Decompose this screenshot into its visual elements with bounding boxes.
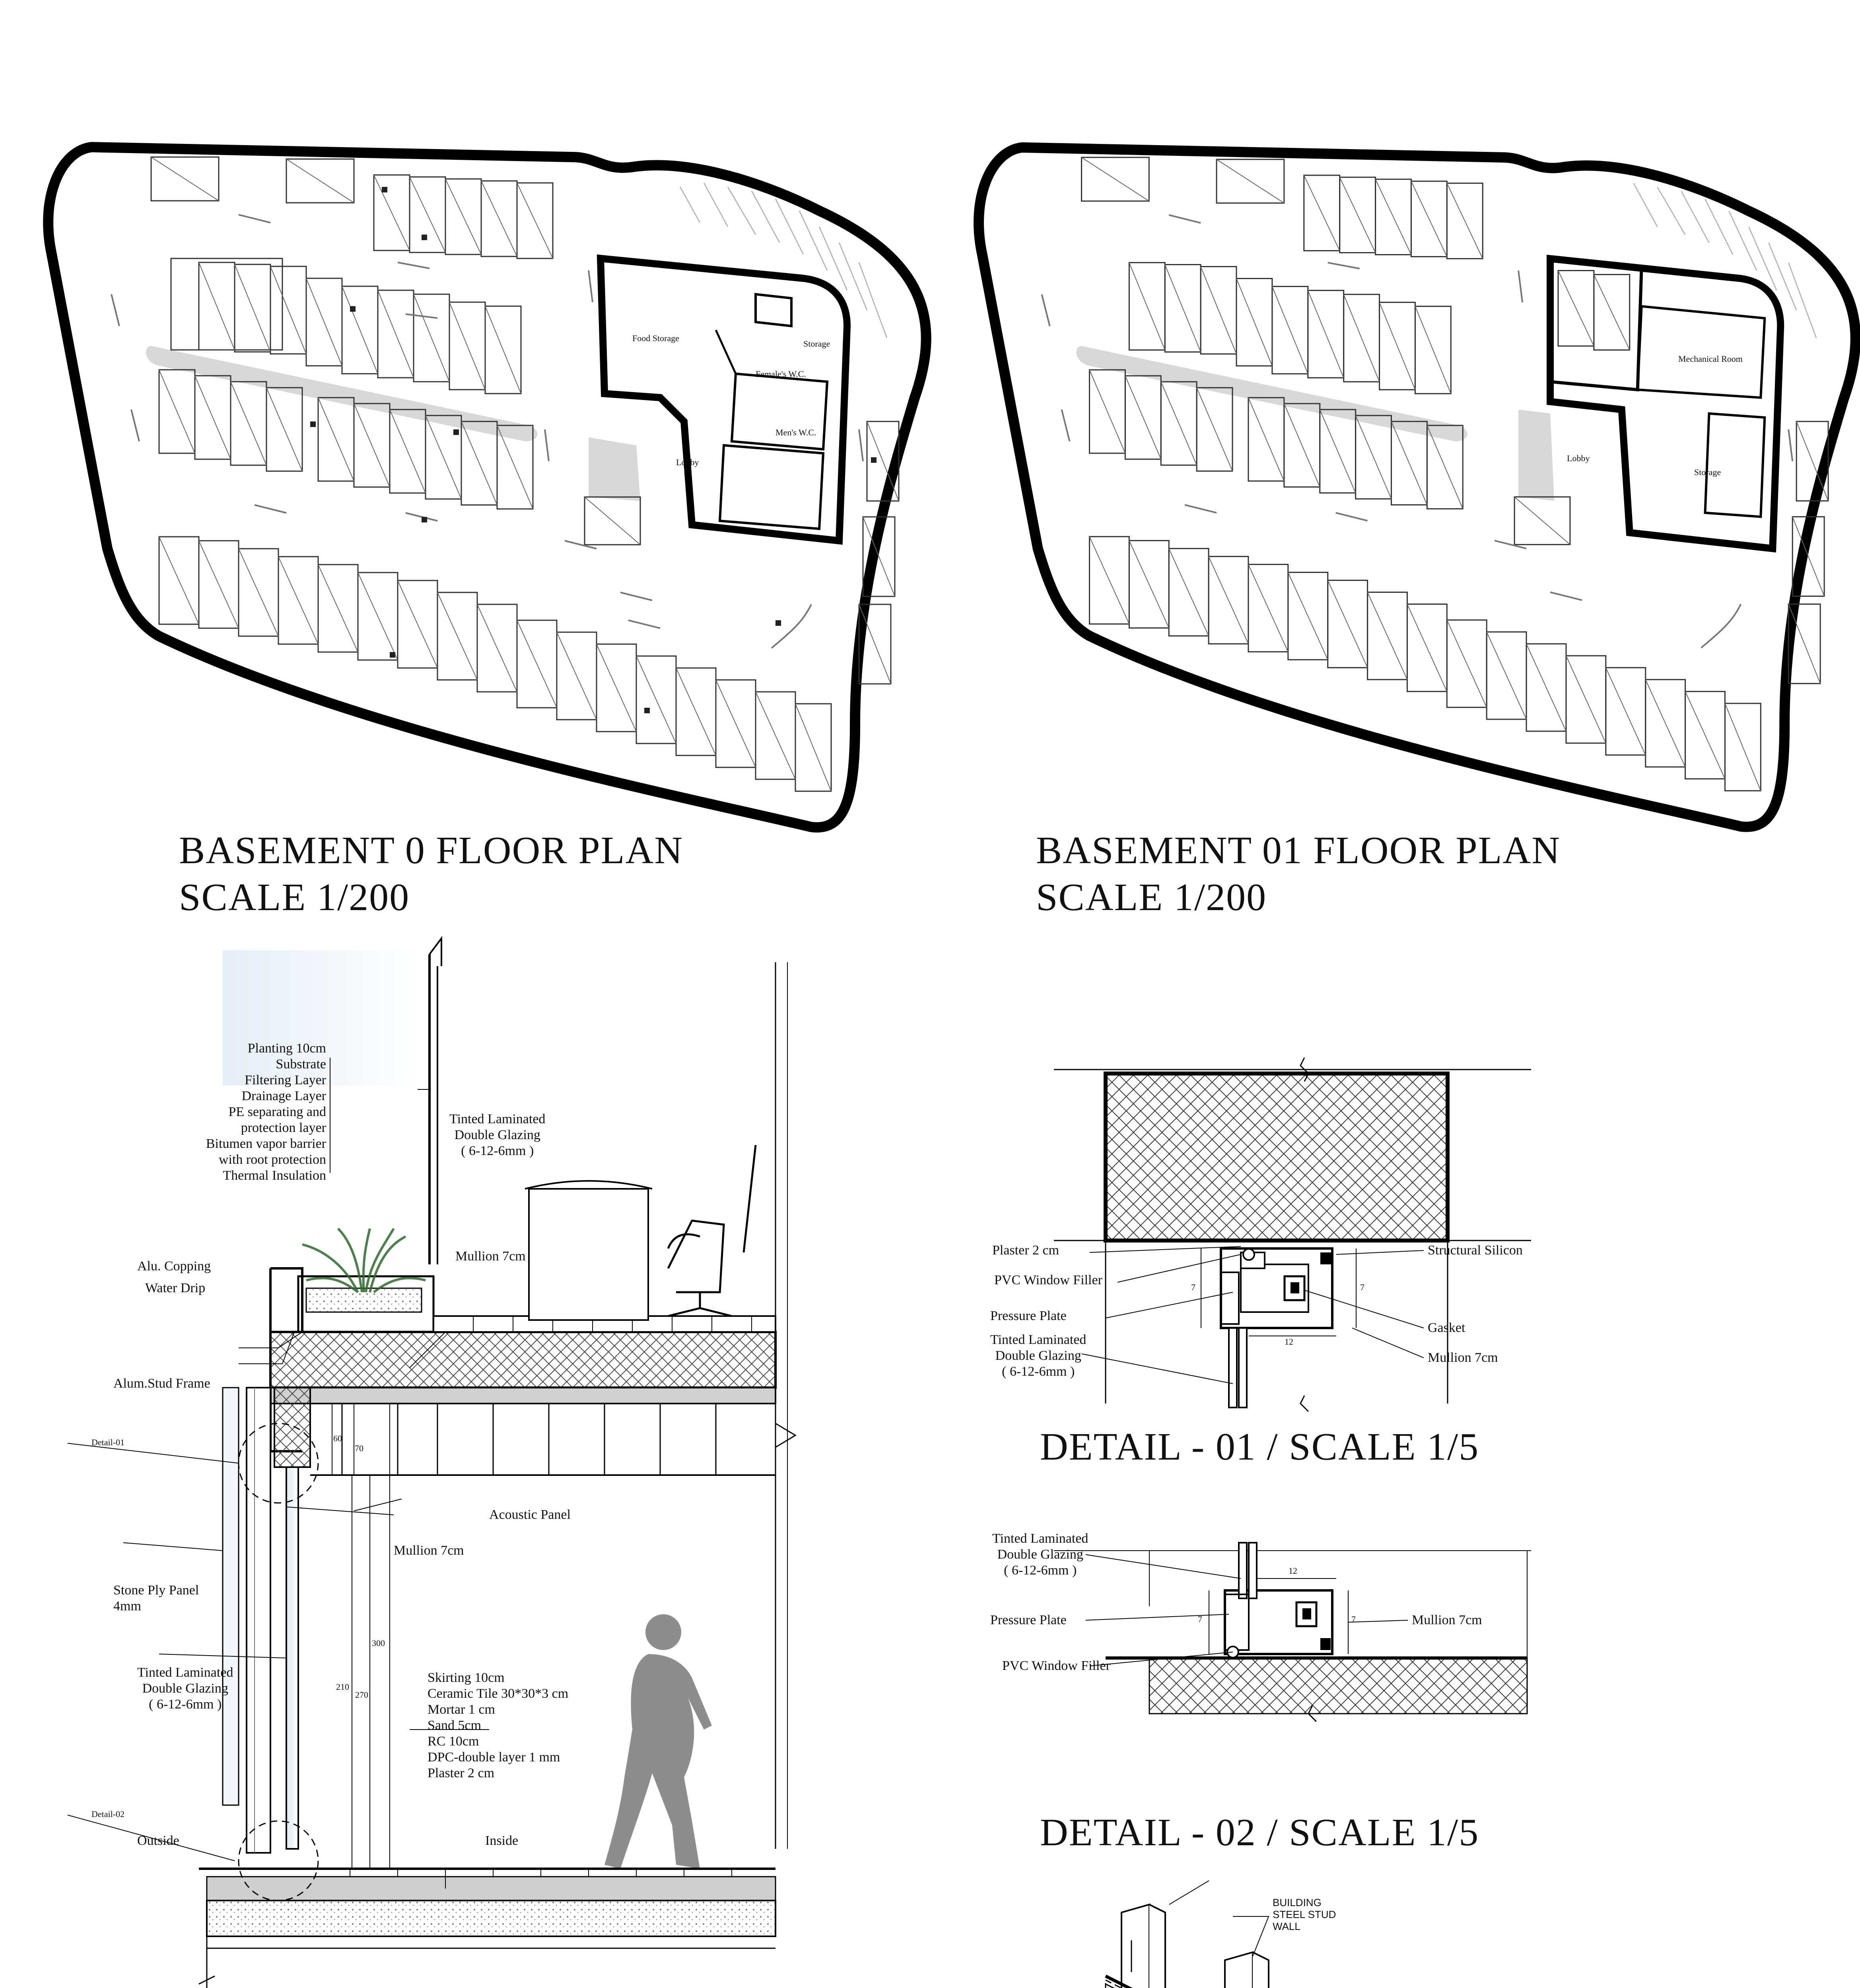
- detail-01-title: DETAIL - 01 / SCALE 1/5: [1040, 1425, 1479, 1468]
- roof-layer-pe-separating: PE separating and: [228, 1105, 326, 1119]
- d1-label-structural-silicon: Structural Silicon: [1428, 1243, 1523, 1258]
- roof-layer-root-protection: with root protection: [218, 1152, 326, 1167]
- dim-70: 70: [355, 1443, 363, 1453]
- room-label-storage-b1: Storage: [1694, 467, 1721, 477]
- d1-label-pressure-plate: Pressure Plate: [990, 1309, 1067, 1323]
- label-glazing-left-1: Tinted Laminated: [137, 1665, 233, 1680]
- room-label-lobby: Lobby: [676, 457, 699, 467]
- d2-dim-right: 7: [1351, 1614, 1356, 1624]
- roof-layer-drainage: Drainage Layer: [241, 1089, 326, 1103]
- basement-01-plan: [931, 0, 1860, 855]
- roof-layer-planting: Planting 10cm: [247, 1041, 326, 1056]
- dim-300: 300: [372, 1638, 385, 1648]
- roof-layer-bitumen: Bitumen vapor barrier: [206, 1136, 326, 1151]
- roof-layer-pe-protection: protection layer: [241, 1120, 326, 1135]
- label-stone-ply-panel: [113, 1582, 199, 1614]
- floor-layer-plaster: Plaster 2 cm: [428, 1766, 495, 1780]
- roof-layer-substrate: Substrate: [276, 1057, 326, 1072]
- d1-dim-left: 7: [1191, 1282, 1195, 1292]
- d1-label-glazing-2: Double Glazing: [995, 1348, 1081, 1363]
- wall-section: [0, 934, 835, 1988]
- label-water-drip: Water Drip: [145, 1281, 206, 1295]
- d2-label-glazing: [992, 1531, 1088, 1578]
- shading-system: [1074, 1877, 1750, 1988]
- shading-system-drawing: [1074, 1877, 1750, 1988]
- label-glazing-parapet-3: ( 6-12-6mm ): [461, 1143, 534, 1158]
- room-label-mechanical-room: Mechanical Room: [1678, 354, 1743, 364]
- basement-0-title: [179, 827, 683, 921]
- basement-0-title-line1: BASEMENT 0 FLOOR PLAN: [179, 829, 684, 872]
- d2-dim-width: 12: [1289, 1566, 1297, 1576]
- basement-01-title: [1036, 827, 1561, 921]
- basement-0-title-scale: SCALE 1/200: [179, 876, 410, 919]
- d1-label-mullion: Mullion 7cm: [1428, 1350, 1498, 1365]
- detail-02-title: DETAIL - 02 / SCALE 1/5: [1040, 1811, 1479, 1854]
- label-alum-stud-frame: Alum.Stud Frame: [113, 1376, 210, 1391]
- shading-label-building-wall: [1273, 1897, 1336, 1932]
- d2-label-glazing-2: Double Glazing: [997, 1547, 1083, 1562]
- d2-label-pressure-plate: Pressure Plate: [990, 1613, 1067, 1627]
- basement-01-title-line1: BASEMENT 01 FLOOR PLAN: [1036, 829, 1561, 872]
- label-glazing-left-2: Double Glazing: [142, 1681, 228, 1696]
- label-alu-copping: Alu. Copping: [137, 1259, 211, 1274]
- floor-layer-skirting: Skirting 10cm: [428, 1670, 505, 1685]
- room-label-female-wc: Female's W.C.: [756, 369, 806, 379]
- d1-label-pvc-filler: PVC Window Filler: [994, 1273, 1102, 1287]
- floor-layer-mortar: Mortar 1 cm: [428, 1702, 495, 1717]
- label-detail-01: Detail-01: [91, 1437, 125, 1447]
- dim-270: 270: [355, 1690, 368, 1700]
- d2-dim-left: 7: [1198, 1614, 1202, 1624]
- roof-layer-thermal: Thermal Insulation: [223, 1168, 326, 1183]
- dim-60: 60: [333, 1433, 342, 1443]
- d2-label-glazing-1: Tinted Laminated: [992, 1531, 1088, 1546]
- label-mullion-mid: Mullion 7cm: [394, 1543, 464, 1558]
- d1-label-glazing-3: ( 6-12-6mm ): [1002, 1364, 1075, 1379]
- shading-label-building: BUILDING: [1273, 1897, 1322, 1908]
- d2-label-pvc-filler: PVC Window Filler: [1002, 1658, 1110, 1673]
- room-label-storage: Storage: [803, 339, 830, 349]
- d1-dim-width: 12: [1285, 1337, 1293, 1347]
- detail-02: [954, 1519, 1750, 1765]
- label-stone-ply-line2: 4mm: [113, 1599, 141, 1613]
- label-glazing-parapet-1: Tinted Laminated: [449, 1112, 546, 1126]
- basement-0-plan: [0, 0, 931, 855]
- label-glazing-parapet-2: Double Glazing: [454, 1128, 540, 1142]
- room-label-food-storage: Food Storage: [632, 333, 679, 343]
- d1-label-glazing: [990, 1332, 1086, 1380]
- label-inside: Inside: [485, 1833, 519, 1848]
- label-mullion-top: Mullion 7cm: [455, 1249, 526, 1264]
- roof-layer-filtering: Filtering Layer: [245, 1073, 326, 1087]
- shading-label-steel-stud: STEEL STUD: [1273, 1908, 1336, 1920]
- label-outside: Outside: [137, 1833, 179, 1848]
- d2-label-mullion: Mullion 7cm: [1412, 1613, 1482, 1627]
- floor-layer-labels: [428, 1670, 568, 1781]
- label-glazing-parapet: [449, 1111, 545, 1159]
- floor-layer-dpc: DPC-double layer 1 mm: [428, 1750, 560, 1765]
- label-acoustic-panel: Acoustic Panel: [489, 1507, 571, 1522]
- d2-label-glazing-3: ( 6-12-6mm ): [1004, 1563, 1077, 1578]
- d1-dim-right: 7: [1360, 1282, 1364, 1292]
- room-label-lobby-b1: Lobby: [1567, 453, 1590, 463]
- basement-01-drawing: [931, 0, 1860, 855]
- d1-label-gasket: Gasket: [1428, 1320, 1465, 1335]
- floor-layer-ceramic: Ceramic Tile 30*30*3 cm: [428, 1686, 569, 1701]
- d1-label-plaster: Plaster 2 cm: [992, 1243, 1059, 1258]
- label-stone-ply-line1: Stone Ply Panel: [113, 1583, 199, 1598]
- label-detail-02: Detail-02: [91, 1809, 125, 1819]
- roof-layer-labels: [119, 1041, 326, 1184]
- floor-layer-rc: RC 10cm: [428, 1734, 479, 1749]
- basement-01-title-scale: SCALE 1/200: [1036, 876, 1267, 919]
- detail-01: [954, 1054, 1750, 1411]
- label-glazing-left: [137, 1665, 233, 1712]
- label-glazing-left-3: ( 6-12-6mm ): [149, 1697, 222, 1712]
- room-label-men-wc: Men's W.C.: [775, 427, 816, 437]
- dim-210: 210: [336, 1682, 349, 1692]
- d1-label-glazing-1: Tinted Laminated: [990, 1332, 1086, 1347]
- shading-label-wall: WALL: [1273, 1920, 1300, 1932]
- floor-layer-sand: Sand 5cm: [428, 1718, 482, 1733]
